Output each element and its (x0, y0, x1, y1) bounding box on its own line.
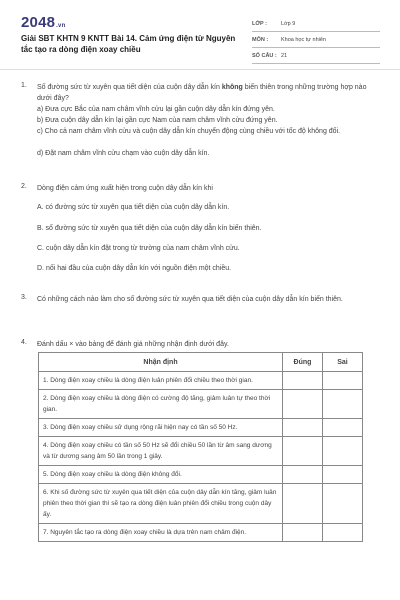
meta-row-class (252, 16, 380, 32)
meta-value: Lớp 9 (281, 20, 296, 27)
table-row (39, 372, 363, 390)
meta-value: 21 (281, 52, 288, 59)
table-row (39, 466, 363, 484)
true-checkbox-cell[interactable] (283, 524, 323, 542)
header-divider (0, 69, 400, 70)
option-a: A. có đường sức từ xuyên qua tiết diện của cuộn dây dẫn kín. (37, 204, 230, 211)
table-row (39, 524, 363, 542)
false-checkbox-cell[interactable] (323, 419, 363, 437)
true-checkbox-cell[interactable] (283, 437, 323, 466)
option-c: c) Cho cả nam châm vĩnh cửu và cuộn dây dẫn kín chuyển động cùng chiều với tốc độ không đổi. (37, 128, 341, 135)
table-row (39, 419, 363, 437)
statement-cell: 5. Dòng điện xoay chiều là dòng điện không đổi. (39, 466, 283, 484)
stem-part: biến thiên trong những trường hợp nào dưới đây? (37, 84, 367, 102)
meta-key: SỐ CÂU : (252, 52, 277, 59)
true-checkbox-cell[interactable] (283, 466, 323, 484)
table-row (39, 437, 363, 466)
question-number: 1. (21, 82, 27, 89)
site-logo[interactable] (21, 14, 65, 31)
meta-row-subject (252, 32, 380, 48)
false-checkbox-cell[interactable] (323, 484, 363, 524)
stem-emphasis: không (221, 84, 243, 91)
question-number: 4. (21, 339, 27, 346)
option-c: C. cuộn dây dẫn kín đặt trong từ trường của nam châm vĩnh cửu. (37, 245, 240, 252)
option-d: D. nối hai đầu của cuộn dây dẫn kín với nguồn điện một chiều. (37, 265, 232, 272)
statement-cell: 3. Dòng điện xoay chiều sử dụng rộng rãi hiện nay có tần số 50 Hz. (39, 419, 283, 437)
logo-text: 2048 (21, 14, 56, 31)
option-b: b) Đưa cuộn dây dẫn kín lại gần cực Nam của nam châm vĩnh cửu đứng yên. (37, 117, 278, 124)
question-stem (37, 82, 377, 104)
question-number: 3. (21, 294, 27, 301)
false-checkbox-cell[interactable] (323, 466, 363, 484)
stem-part: Số đường sức từ xuyên qua tiết diện của cuộn dây dẫn kín (37, 84, 222, 91)
option-b: B. số đường sức từ xuyên qua tiết diện của cuộn dây dẫn kín biến thiên. (37, 225, 262, 232)
true-checkbox-cell[interactable] (283, 372, 323, 390)
statement-cell: 6. Khi số đường sức từ xuyên qua tiết diện của cuộn dây dẫn kín tăng, giảm luân phiên theo thời gian thì sẽ tạo ra dòng điện luân phiên đổi chiều trong cuộn dây ấy. (39, 484, 283, 524)
true-checkbox-cell[interactable] (283, 419, 323, 437)
true-checkbox-cell[interactable] (283, 390, 323, 419)
column-statement: Nhận định (39, 353, 283, 372)
true-checkbox-cell[interactable] (283, 484, 323, 524)
question-stem: Dòng điện cảm ứng xuất hiện trong cuộn dây dẫn kín khi (37, 185, 213, 192)
assessment-table (38, 352, 363, 542)
statement-cell: 1. Dòng điện xoay chiều là dòng điện luân phiên đổi chiều theo thời gian. (39, 372, 283, 390)
option-d: d) Đặt nam châm vĩnh cửu chạm vào cuộn dây dẫn kín. (37, 150, 210, 157)
statement-cell: 4. Dòng điện xoay chiều có tần số 50 Hz sẽ đổi chiều 50 lần từ âm sang dương và từ dương sang âm 50 lần trong 1 giây. (39, 437, 283, 466)
meta-box (252, 16, 380, 64)
question-stem: Có những cách nào làm cho số đường sức từ xuyên qua tiết diện của cuộn dây dẫn kín biến thiên. (37, 296, 343, 303)
meta-key: LỚP : (252, 20, 267, 27)
statement-cell: 7. Nguyên tắc tạo ra dòng điện xoay chiều là dựa trên nam châm điện. (39, 524, 283, 542)
meta-row-count (252, 48, 380, 64)
meta-value: Khoa học tự nhiên (281, 36, 326, 43)
page-header (0, 0, 400, 64)
false-checkbox-cell[interactable] (323, 390, 363, 419)
table-header-row (39, 353, 363, 372)
document-title: Giải SBT KHTN 9 KNTT Bài 14. Cảm ứng điện từ Nguyên tắc tạo ra dòng điện xoay chiều (21, 34, 236, 54)
question-number: 2. (21, 183, 27, 190)
table-row (39, 484, 363, 524)
false-checkbox-cell[interactable] (323, 524, 363, 542)
column-false: Sai (323, 353, 363, 372)
logo-suffix: .vn (56, 23, 66, 29)
question-stem: Đánh dấu × vào bảng để đánh giá những nhận định dưới đây. (37, 341, 229, 348)
column-true: Đúng (283, 353, 323, 372)
false-checkbox-cell[interactable] (323, 372, 363, 390)
table-row (39, 390, 363, 419)
option-a: a) Đưa cực Bắc của nam châm vĩnh cửu lại gần cuộn dây dẫn kín đứng yên. (37, 106, 275, 113)
meta-key: MÔN : (252, 36, 269, 43)
false-checkbox-cell[interactable] (323, 437, 363, 466)
statement-cell: 2. Dòng điện xoay chiều là dòng điện có cường độ tăng, giảm luân tự theo thời gian. (39, 390, 283, 419)
